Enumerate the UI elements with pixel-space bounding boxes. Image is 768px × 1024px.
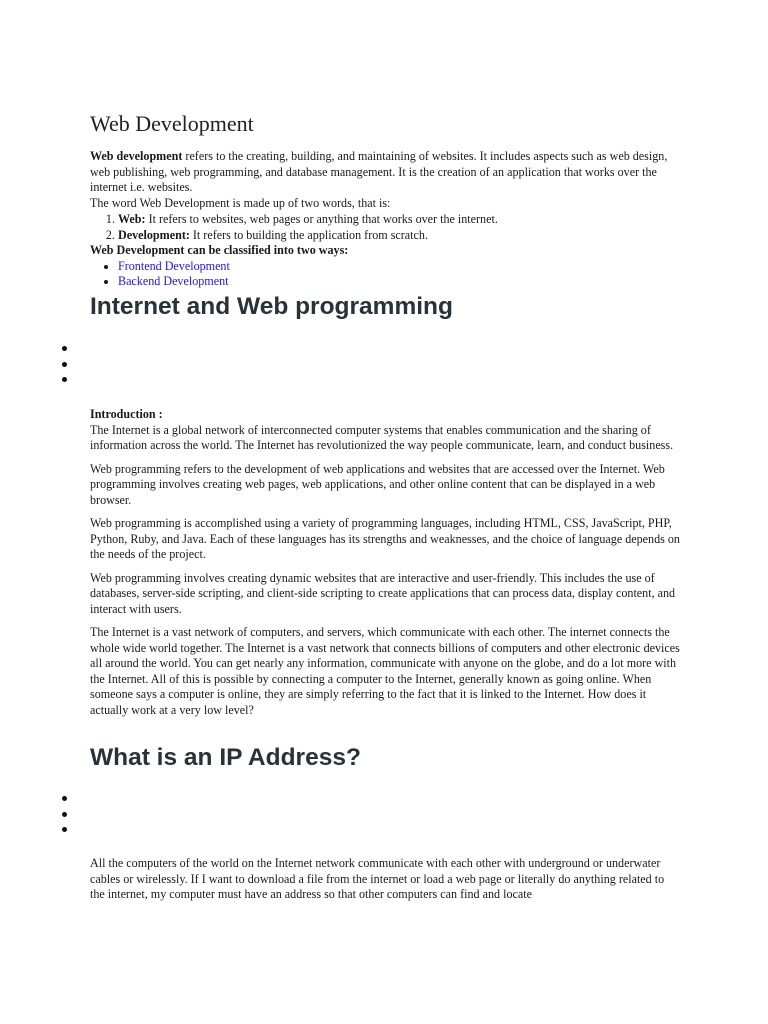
definition-text: It refers to websites, web pages or anything that works over the internet. [145,212,498,226]
section-internet-body [90,407,680,726]
definition-term: Development: [118,227,190,242]
bullet-dot-icon [62,346,67,351]
section-heading-internet-web-programming: Internet and Web programming [90,292,453,320]
empty-bullet-list [62,346,82,393]
definition-term: Web: [118,212,146,226]
bullet-dot-icon [62,796,67,801]
intro-paragraph [90,149,680,196]
list-item [118,259,680,275]
body-paragraph: The Internet is a vast network of computers, and servers, which communicate with each other. The internet connects the whole wide world together. The Internet is a vast network that connects billions of computers and other electronic devices all around the world. You can get nearly any information, communicate with anyone on the globe, and do a lot more with the Internet. All of this is possible by connecting a computer to the Internet, generally known as going online. When someone says a computer is online, they are simply referring to the fact that it is linked to the Internet. How does it actually work at a very low level? [90,625,680,717]
ip-address-paragraph: All the computers of the world on the Internet network communicate with each other with underground or underwater cables or wirelessly. If I want to download a file from the internet or load a web page or literally do anything related to the internet, my computer must have an address so that other computers can find and locate [90,856,665,901]
classification-heading [90,243,680,259]
body-paragraph: The Internet is a global network of interconnected computer systems that enables communication and the sharing of information across the world. The Internet has revolutionized the way people communicate, learn, and conduct business. [90,422,674,452]
document-body [90,110,680,322]
body-paragraph: Web programming involves creating dynamic websites that are interactive and user-friendly. This includes the use of databases, server-side scripting, and client-side scripting to create applications that can process data, display content, and interact with users. [90,570,676,616]
list-item [118,274,680,290]
classification-heading-text: Web Development can be classified into two ways: [90,243,349,257]
introduction-label-text: Introduction : [90,407,163,421]
definition-item-web [118,212,680,228]
intro-lead-bold: Web development [90,149,183,163]
intro-lead-text: refers to the creating, building, and maintaining of websites. It includes aspects such as web design, web publishing, web programming, and database management. It is the creation of an application that works over the internet i.e. websites. [90,149,668,194]
definition-list [90,212,680,243]
body-paragraph: Web programming is accomplished using a variety of programming languages, including HTML, CSS, JavaScript, PHP, Python, Ruby, and Java. Each of these languages has its strengths and weaknesses, and the choice of language depends on the needs of the project. [90,516,680,561]
introduction-label [90,407,680,423]
backend-development-link[interactable]: Backend Development [118,274,229,288]
page-title: Web Development [90,111,254,136]
section-heading-ip-address: What is an IP Address? [90,744,361,771]
bullet-dot-icon [62,362,67,367]
bullet-dot-icon [62,377,67,382]
intro-second-line: The word Web Development is made up of two words, that is: [90,195,391,210]
definition-item-development [118,228,680,244]
empty-bullet-list [62,796,82,843]
classification-list [90,259,680,290]
bullet-dot-icon [62,827,67,832]
definition-text: It refers to building the application from scratch. [189,227,428,242]
bullet-dot-icon [62,812,67,817]
frontend-development-link[interactable]: Frontend Development [118,258,230,273]
body-paragraph: Web programming refers to the development of web applications and websites that are accessed over the Internet. Web programming involves creating web pages, web applications, and other online content that can be displayed in a web browser. [90,461,665,507]
